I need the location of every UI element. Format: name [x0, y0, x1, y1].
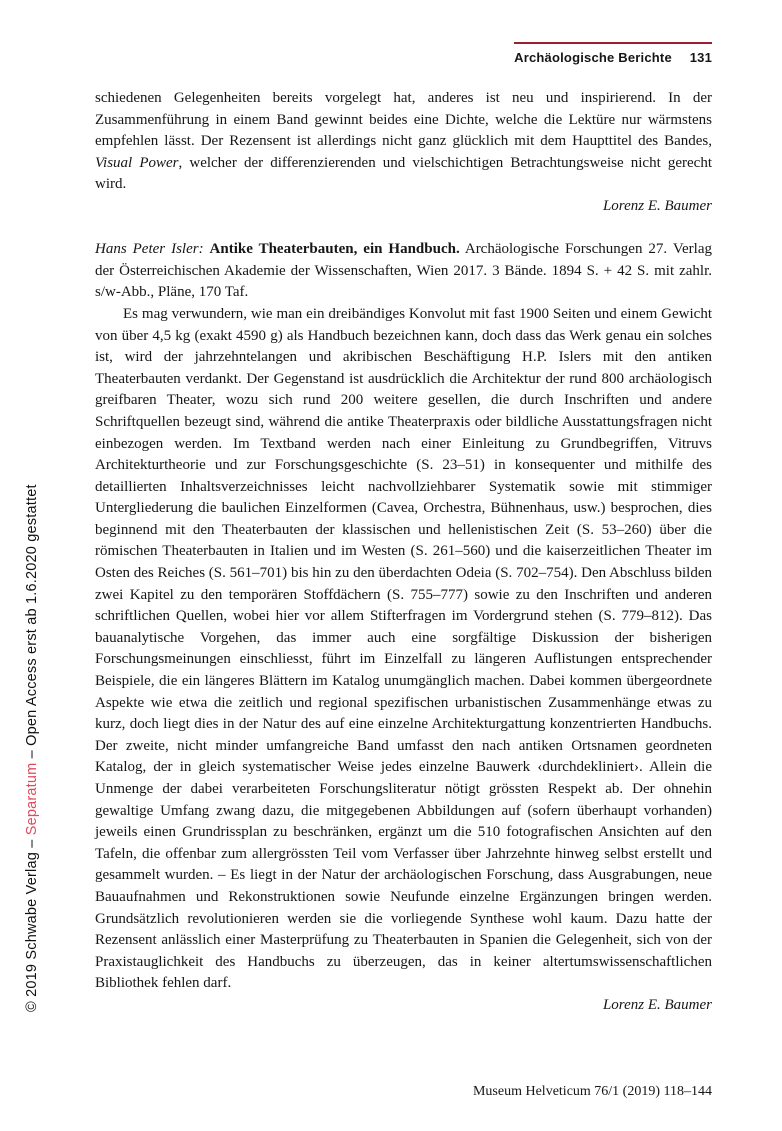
review1-text-before: schiedenen Gelegenheiten bereits vorgelegt hat, anderes ist neu und inspirierend. In der Zusammenführung in einem Band gewinnt beides eine Dichte, welche die Lektüre nur wärmstens empfehlen lässt. Der Rezensent ist allerdings nicht ganz glücklich mit dem Haupttitel des Bandes,	[95, 90, 712, 150]
running-head	[514, 42, 712, 67]
book-title-visual-power: Visual Power	[95, 154, 179, 171]
review2-reviewed-author: Hans Peter Isler:	[95, 241, 210, 258]
page-number: 131	[689, 50, 712, 65]
text-block	[95, 88, 712, 1038]
copyright-prefix: © 2019 Schwabe Verlag –	[24, 835, 40, 1012]
author-name: Lorenz E. Baumer	[602, 197, 712, 214]
review1-author-signature	[95, 196, 712, 218]
review2-book-title: Antike Theaterbauten, ein Handbuch.	[209, 241, 460, 258]
section-title: Archäologische Berichte	[514, 50, 672, 65]
separatum-label: Separatum	[24, 762, 40, 836]
copyright-suffix: – Open Access erst ab 1.6.2020 gestattet	[24, 484, 40, 763]
review2-author-signature	[95, 995, 712, 1017]
review2-bibliographic-info: Archäologische Forschungen 27. Verlag der Österreichischen Akademie der Wissenschaften, Wien 2017. 3 Bände. 1894 S. + 42 S. mit zahlr. s/w-Abb., Pläne, 170 Taf.	[95, 241, 713, 301]
review2-body: Es mag verwundern, wie man ein dreibändiges Konvolut mit fast 1900 Seiten und einem Gewicht von über 4,5 kg (exakt 4590 g) als Handbuch bezeichnen kann, doch dass das Werk genau ein solches ist, wird der jahrzehntelangen und akribischen Beschäftigung H.P. Islers mit den antiken Theaterbauten verdankt. Der Gegenstand ist ausdrücklich die Architektur der rund 800 archäologisch greifbaren Theater, wozu sich rund 200 weitere gesellen, die durch Inschriften und andere Schriftquellen bezeugt sind, während die antike Theaterpraxis oder bildliche Ausstattungsfragen nicht einbezogen werden. Im Textband werden nach einer Einleitung zu Grundbegriffen, Vitruvs Architekturtheorie und zur Forschungsgeschichte (S. 23–51) in konsequenter und mithilfe des detaillierten Inhaltsverzeichnisses leicht nachvollziehbarer Systematik sowie mit stimmiger Untergliederung die baulichen Einzelformen (Cavea, Orchestra, Bühnenhaus, usw.) besprochen, dies beginnend mit den Theaterbauten der klassischen und hellenistischen Zeit (S. 53–260) über die römischen Theaterbauten in Italien und im Westen (S. 261–560) und die kaiserzeitlichen Theater im Osten des Reiches (S. 561–701) bis hin zu den überdachten Odeia (S. 702–754). Den Abschluss bilden zwei Kapitel zu den temporären Stoffdächern (S. 755–777) sowie zu den Inschriften und anderen schriftlichen Quellen, wobei hier vor allem Stifterfragen im Vordergrund stehen (S. 779–812). Das bauanalytische Vorgehen, das immer auch eine sorgfältige Diskussion der bisherigen Forschungsmeinungen einschliesst, führt im Einzelfall zu längeren Auflistungen entsprechender Beispiele, die ein längeres Blättern im Katalog unumgänglich machen. Dabei kommen übergeordnete Aspekte wie etwa die zeitlich und regional spezifischen urbanistischen Zusammenhänge etwas zu kurz, doch liegt dies in der Natur des auf eine einzelne Architekturgattung konzentrierten Handbuchs. Der zweite, nicht minder umfangreiche Band umfasst den nach antiken Ortsnamen geordneten Katalog, der in gleich systematischer Weise jedes einzelne Bauwerk ‹durchdekliniert›. Allein die Unmenge der dabei verarbeiteten Forschungsliteratur nötigt grössten Respekt ab. Der ohnehin gewaltige Umfang zwang dazu, die mitgegebenen Abbildungen auf (sofern überhaupt vorhanden) jeweils einen Grundrissplan zu beschränken, ergänzt um die 510 fotografischen Ansichten auf den Tafeln, die offenbar zum allergrössten Teil vom Verfasser über Jahrzehnte hinweg selbst erstellt und gesammelt wurden. – Es liegt in der Natur der archäologischen Forschung, dass Ausgrabungen, neue Bauaufnahmen und Rekonstruktionen sowie Neufunde einzelne Ergänzungen bringen werden. Grundsätzlich revolutionieren werden sie die vorliegende Synthese wohl kaum. Dazu hatte der Rezensent anlässlich einer Masterprüfung zu Theaterbauten in Spanien die Gelegenheit, sich von der Praxistauglichkeit des Handbuchs zu überzeugen, das in keiner altertumswissenschaftlichen Bibliothek fehlen darf.	[95, 305, 712, 992]
review-paragraph-continuation	[95, 88, 712, 196]
review2-heading	[95, 239, 712, 304]
author-name: Lorenz E. Baumer	[602, 996, 712, 1013]
journal-footer: Museum Helveticum 76/1 (2019) 118–144	[472, 1084, 712, 1099]
copyright-sidebar	[24, 484, 40, 1012]
review1-text-after: , welcher der differenzierenden und vielschichtigen Betrachtungsweise nicht gerecht wird.	[95, 154, 712, 193]
running-head-rule	[514, 42, 712, 65]
